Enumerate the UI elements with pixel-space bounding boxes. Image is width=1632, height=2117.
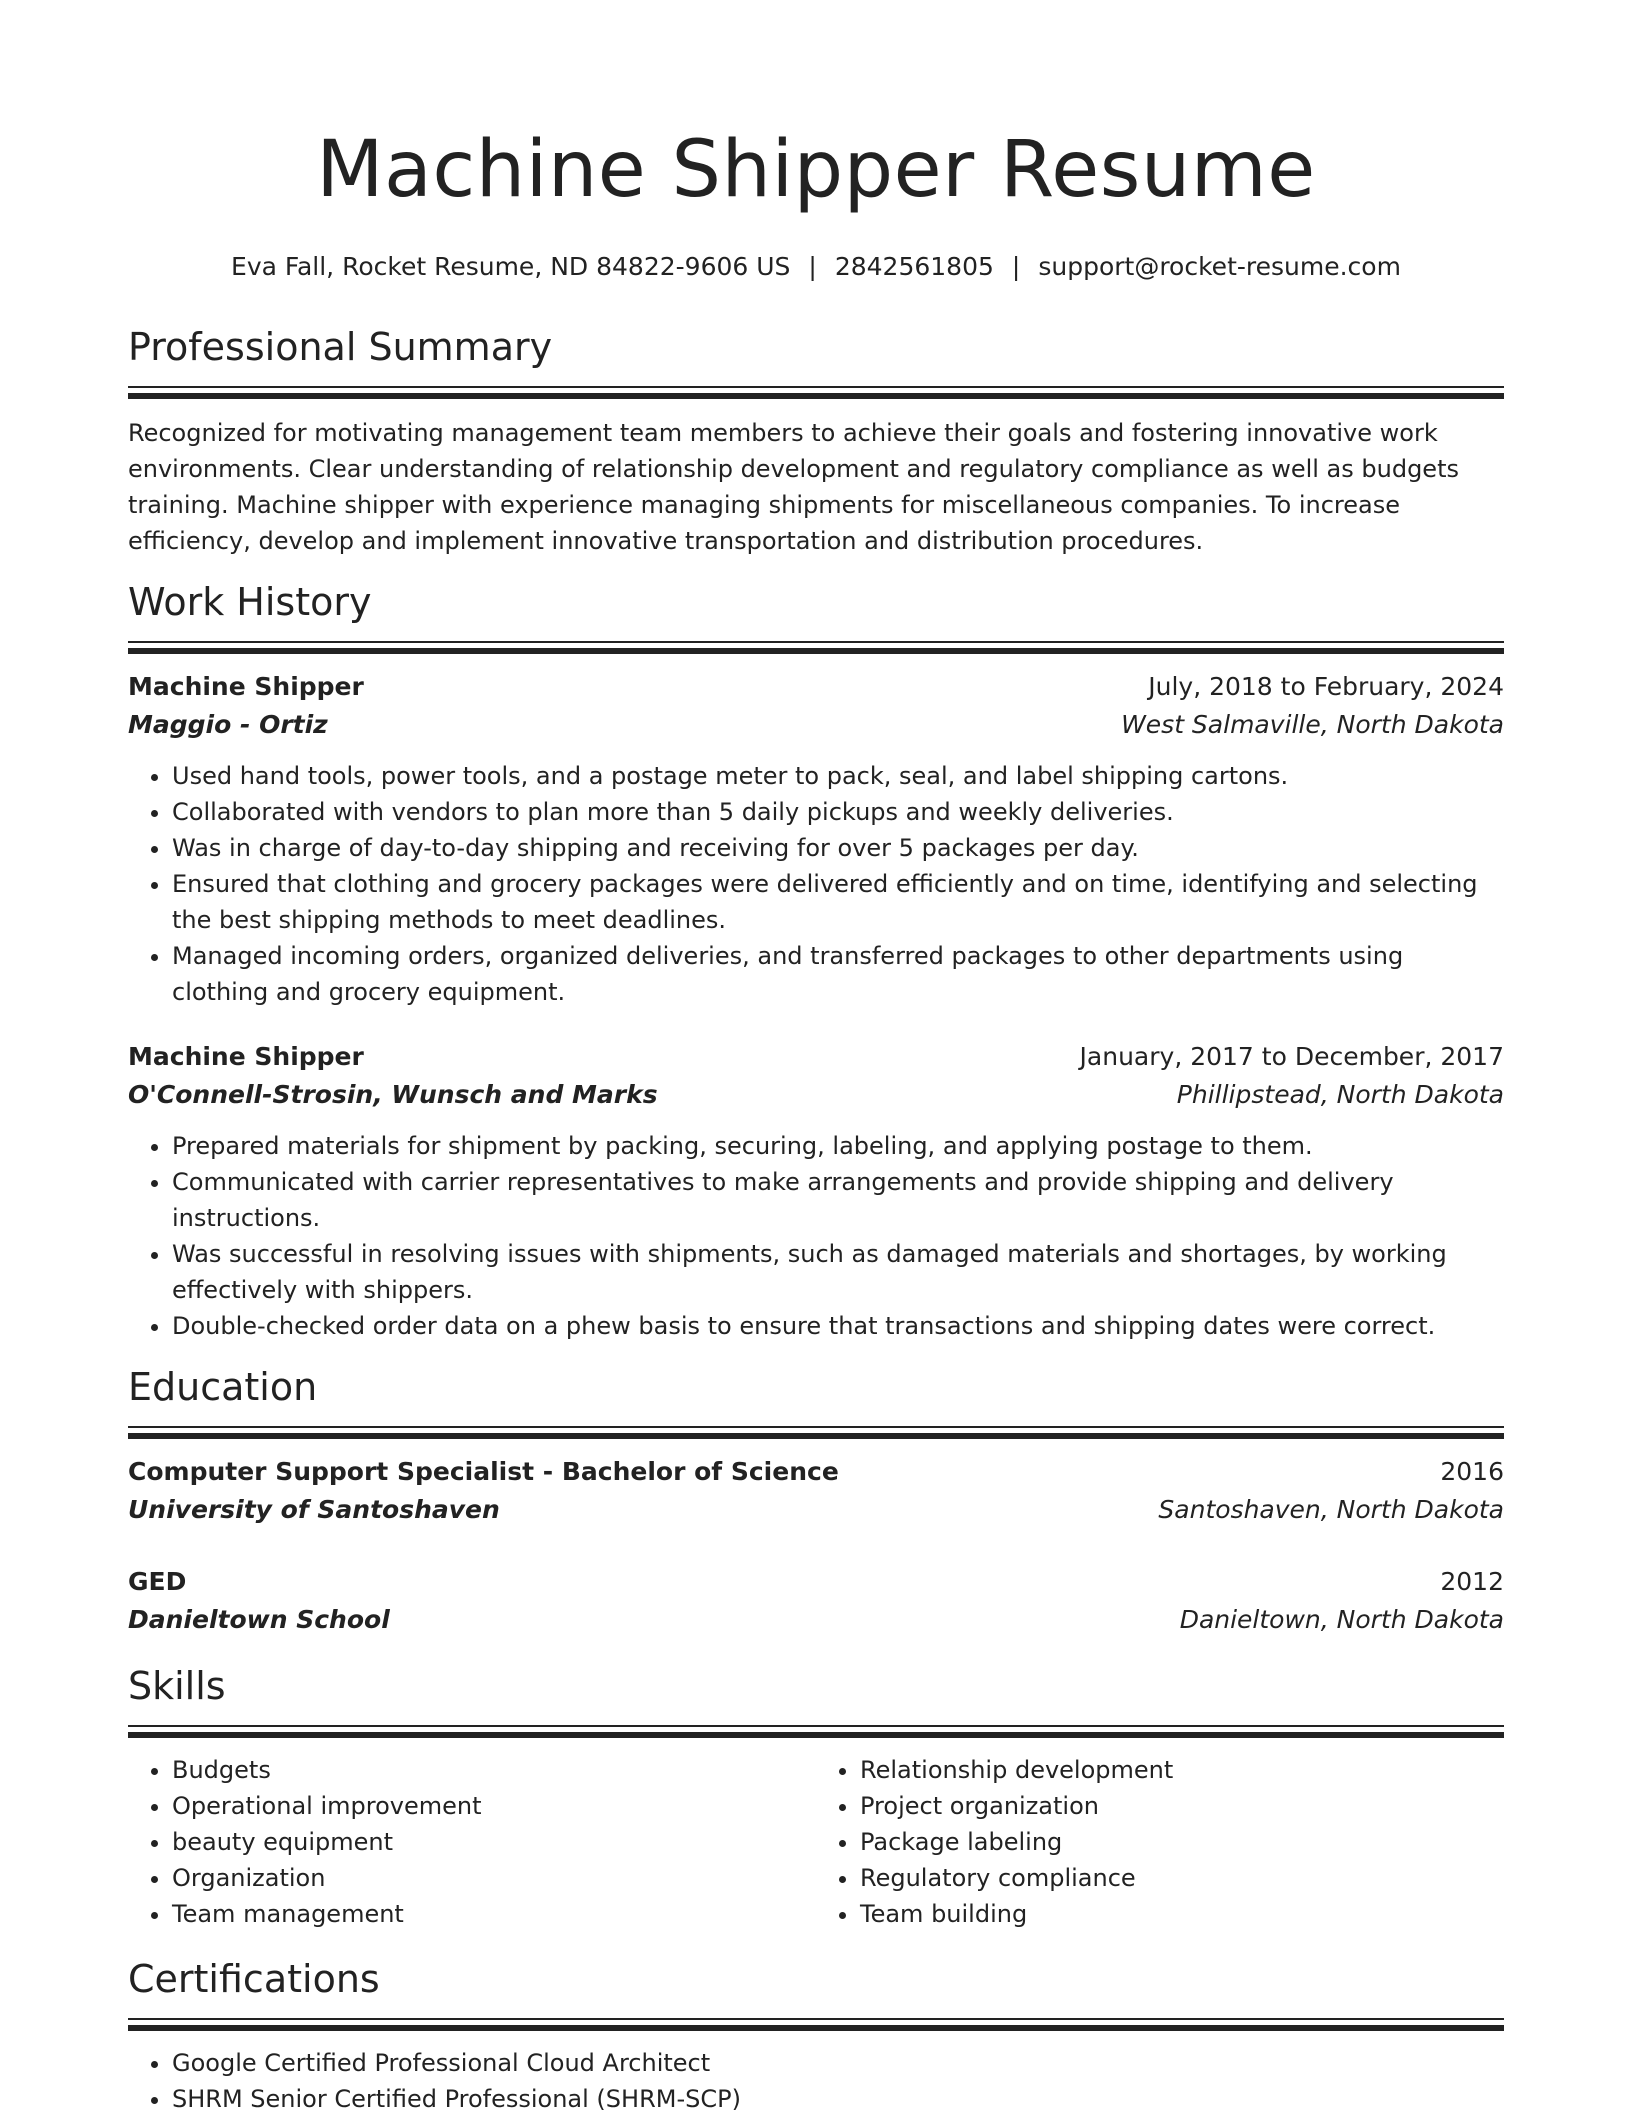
list-item: • beauty equipment	[172, 1824, 816, 1860]
summary-heading: Professional Summary	[128, 325, 553, 369]
education-entry	[128, 1563, 1504, 1639]
work-history-section	[128, 577, 1504, 1344]
resume-page	[128, 0, 1504, 2117]
list-item: • Prepared materials for shipment by packing, securing, labeling, and applying postage to them.	[172, 1128, 1504, 1164]
list-item: • Communicated with carrier representatives to make arrangements and provide shipping and delivery instructions.	[172, 1164, 1504, 1236]
list-item: • Organization	[172, 1860, 816, 1896]
education-school: Danieltown School	[128, 1605, 390, 1634]
job-title: Machine Shipper	[128, 672, 364, 701]
list-item: • Package labeling	[860, 1824, 1504, 1860]
job-company: Maggio - Ortiz	[128, 710, 328, 739]
education-header-row	[128, 1453, 1504, 1491]
contact-separator: |	[1011, 252, 1021, 281]
list-item: • Budgets	[172, 1752, 816, 1788]
job-dates: January, 2017 to December, 2017	[1079, 1042, 1504, 1071]
job-header-row	[128, 668, 1504, 706]
education-section	[128, 1362, 1504, 1639]
job-header-row	[128, 1038, 1504, 1076]
education-year: 2012	[1440, 1567, 1504, 1596]
education-degree: GED	[128, 1567, 187, 1596]
education-location: Santoshaven, North Dakota	[1158, 1495, 1504, 1524]
education-degree: Computer Support Specialist - Bachelor of Science	[128, 1457, 839, 1486]
job-company: O'Connell-Strosin, Wunsch and Marks	[128, 1080, 658, 1109]
section-divider	[128, 386, 1504, 399]
education-entry	[128, 1453, 1504, 1529]
section-divider	[128, 1725, 1504, 1738]
job-bullets	[128, 758, 1504, 1010]
list-item: • Was successful in resolving issues with shipments, such as damaged materials and shortages, by working effectively with shippers.	[172, 1236, 1504, 1308]
certifications-list	[128, 2045, 1504, 2117]
section-divider	[128, 1426, 1504, 1439]
summary-section	[128, 322, 1504, 559]
list-item: • Managed incoming orders, organized deliveries, and transferred packages to other departments using clothing and grocery equipment.	[172, 938, 1504, 1010]
list-item: • Relationship development	[860, 1752, 1504, 1788]
education-school: University of Santoshaven	[128, 1495, 500, 1524]
job-company-row	[128, 1076, 1504, 1114]
education-year: 2016	[1440, 1457, 1504, 1486]
job-company-row	[128, 706, 1504, 744]
education-school-row	[128, 1601, 1504, 1639]
education-location: Danieltown, North Dakota	[1179, 1605, 1504, 1634]
job-location: West Salmaville, North Dakota	[1121, 710, 1504, 739]
list-item: • Ensured that clothing and grocery packages were delivered efficiently and on time, identifying and selecting the best shipping methods to meet deadlines.	[172, 866, 1504, 938]
section-divider	[128, 2018, 1504, 2031]
list-item: • Team management	[172, 1896, 816, 1932]
list-item: • Double-checked order data on a phew basis to ensure that transactions and shipping dates were correct.	[172, 1308, 1504, 1344]
skills-list-right	[816, 1752, 1504, 1932]
job-dates: July, 2018 to February, 2024	[1148, 672, 1504, 701]
education-header-row	[128, 1563, 1504, 1601]
list-item: • Was in charge of day-to-day shipping and receiving for over 5 packages per day.	[172, 830, 1504, 866]
work-history-heading: Work History	[128, 580, 372, 624]
skills-columns	[128, 1752, 1504, 1932]
contact-phone: 2842561805	[834, 252, 994, 281]
job-entry	[128, 668, 1504, 1010]
resume-title: Machine Shipper Resume	[316, 125, 1316, 215]
list-item: • Used hand tools, power tools, and a postage meter to pack, seal, and label shipping cartons.	[172, 758, 1504, 794]
list-item: • SHRM Senior Certified Professional (SHRM-SCP)	[172, 2081, 1504, 2117]
list-item: • Collaborated with vendors to plan more than 5 daily pickups and weekly deliveries.	[172, 794, 1504, 830]
contact-separator: |	[808, 252, 817, 281]
list-item: • Team building	[860, 1896, 1504, 1932]
job-title: Machine Shipper	[128, 1042, 364, 1071]
skills-heading: Skills	[128, 1664, 226, 1708]
skills-section	[128, 1661, 1504, 1932]
section-divider	[128, 641, 1504, 654]
summary-text: Recognized for motivating management team members to achieve their goals and fostering innovative work environments. Clear understanding of relationship development and regulatory compliance as well as budgets training. Machine shipper with experience managing shipments for miscellaneous companies. To increase efficiency, develop and implement innovative transportation and distribution procedures.	[128, 419, 1459, 555]
contact-address: Eva Fall, Rocket Resume, ND 84822-9606 US	[231, 252, 791, 281]
education-school-row	[128, 1491, 1504, 1529]
list-item: • Operational improvement	[172, 1788, 816, 1824]
skills-list-left	[128, 1752, 816, 1932]
certifications-heading: Certifications	[128, 1957, 380, 2001]
contact-line	[128, 250, 1504, 284]
job-location: Phillipstead, North Dakota	[1176, 1080, 1504, 1109]
list-item: • Regulatory compliance	[860, 1860, 1504, 1896]
education-heading: Education	[128, 1365, 318, 1409]
list-item: • Google Certified Professional Cloud Architect	[172, 2045, 1504, 2081]
certifications-section	[128, 1954, 1504, 2117]
job-bullets	[128, 1128, 1504, 1344]
list-item: • Project organization	[860, 1788, 1504, 1824]
contact-email: support@rocket-resume.com	[1038, 252, 1401, 281]
job-entry	[128, 1038, 1504, 1344]
